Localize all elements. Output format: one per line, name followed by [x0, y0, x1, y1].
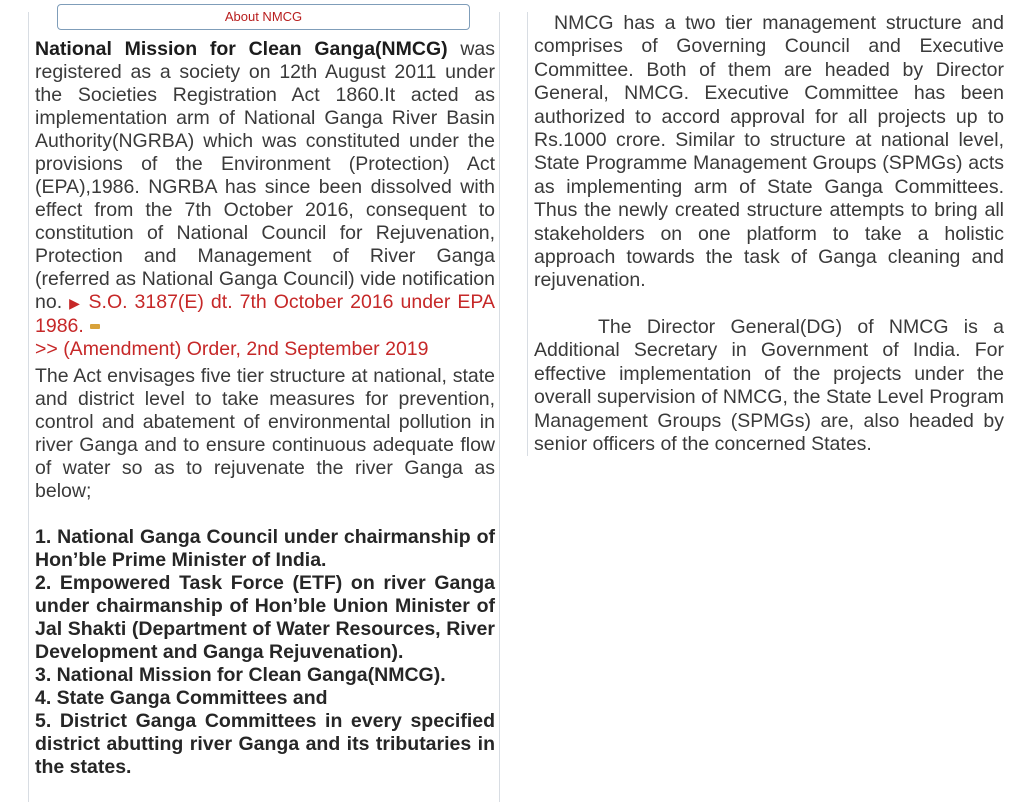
tier-list — [35, 526, 495, 779]
list-item: 5. District Ganga Committees in every specified district abutting river Ganga and its tributaries in the states. — [35, 710, 495, 778]
act-paragraph: The Act envisages five tier structure at national, state and district level to take measures for prevention, control and abatement of environmental pollution in river Ganga and to ensure continuous adequate flow of water so as to rejuvenate the river Ganga as below; — [35, 365, 495, 502]
about-panel — [28, 9, 500, 802]
list-item: 4. State Ganga Committees and — [35, 687, 328, 709]
director-general-paragraph: The Director General(DG) of NMCG is a Additional Secretary in Government of India. For effective implementation of the projects under the overall supervision of NMCG, the State Level Program Management Groups (SPMGs) are, also headed by senior officers of the concerned States. — [534, 315, 1004, 455]
triangle-right-icon: ▶ — [69, 295, 82, 311]
list-item: 1. National Ganga Council under chairmanship of Hon’ble Prime Minister of India. — [35, 526, 495, 571]
management-structure-paragraph: NMCG has a two tier management structure and comprises of Governing Council and Executive Committee. Both of them are headed by Director General, NMCG. Executive Committee has been authorized to accord approval for all projects up to Rs.1000 crore. Similar to structure at national level, State Programme Management Groups (SPMGs) acts as implementing arm of State Ganga Committees. Thus the newly created structure attempts to bring all stakeholders on one platform to take a holistic approach towards the task of Ganga cleaning and rejuvenation. — [534, 12, 1004, 292]
tab-about-nmcg[interactable]: About NMCG — [57, 4, 470, 30]
about-text — [35, 38, 495, 779]
amendment-order-link[interactable]: >> (Amendment) Order, 2nd September 2019 — [35, 338, 429, 360]
list-item: 3. National Mission for Clean Ganga(NMCG). — [35, 664, 446, 686]
intro-body: was registered as a society on 12th August 2011 under the Societies Registration Act 1860.It acted as implementation arm of National Ganga River Basin Authority(NGRBA) which was constituted under the provisions of the Environment (Protection) Act (EPA),1986. NGRBA has since been dissolved with effect from the 7th October 2016, consequent to constitution of National Council for Rejuvenation, Protection and Management of River Ganga (referred as National Ganga Council) vide notification no. — [35, 38, 496, 313]
intro-title: National Mission for Clean Ganga(NMCG) — [35, 38, 448, 60]
new-badge-icon — [90, 324, 100, 329]
notification-link[interactable]: S.O. 3187(E) dt. 7th October 2016 under EPA 1986. — [35, 291, 495, 337]
list-item: 2. Empowered Task Force (ETF) on river Ganga under chairmanship of Hon’ble Union Minister of Jal Shakti (Department of Water Resources, River Development and Ganga Rejuvenation). — [35, 572, 495, 663]
structure-text — [534, 12, 1004, 456]
structure-panel — [527, 12, 1008, 456]
intro-paragraph — [35, 38, 495, 361]
